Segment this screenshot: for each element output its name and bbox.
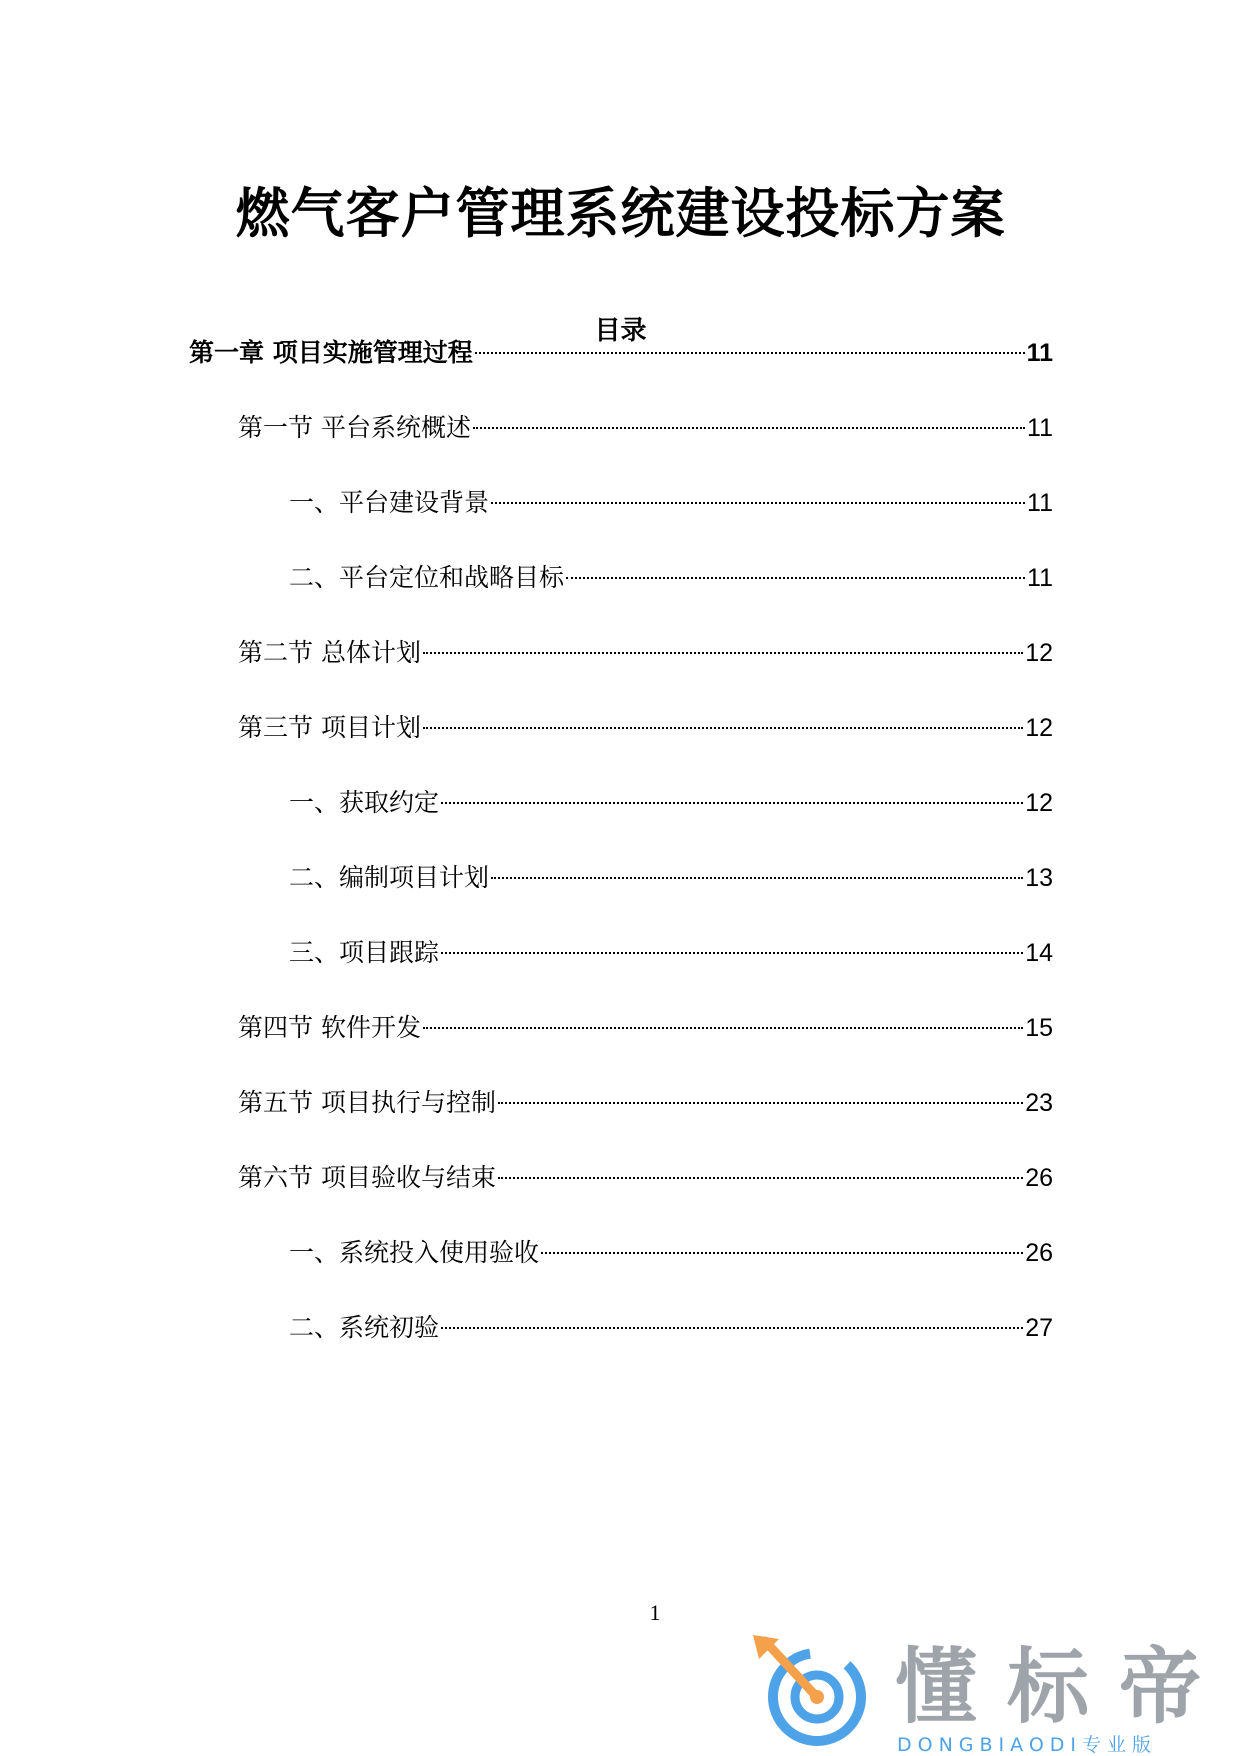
toc-dot-leader — [473, 427, 1025, 429]
toc-entry-page: 11 — [1027, 489, 1053, 517]
toc-dot-leader — [475, 352, 1025, 354]
toc-dot-leader — [423, 727, 1023, 729]
toc-entry[interactable] — [289, 558, 1053, 598]
toc-entry-label: 第三节 项目计划 — [238, 713, 421, 742]
toc-entry-page: 11 — [1026, 339, 1053, 367]
toc-entry-label: 第五节 项目执行与控制 — [238, 1088, 496, 1117]
page-number: 1 — [649, 1600, 661, 1625]
watermark-brand: 懂标帝 — [895, 1640, 1232, 1735]
toc-entry-page: 27 — [1025, 1314, 1053, 1342]
toc-entry[interactable] — [238, 1083, 1053, 1123]
toc-entry-label: 二、平台定位和战略目标 — [289, 563, 565, 592]
toc-dot-leader — [498, 1102, 1023, 1104]
toc-entry-page: 12 — [1025, 714, 1053, 742]
toc-dot-leader — [491, 877, 1023, 879]
toc-entry-label: 第一章 项目实施管理过程 — [189, 338, 473, 367]
toc-entry[interactable] — [238, 1008, 1053, 1048]
toc-entry[interactable] — [189, 333, 1053, 373]
toc-entry[interactable] — [289, 483, 1053, 523]
toc-dot-leader — [498, 1177, 1023, 1179]
toc-dot-leader — [566, 577, 1025, 579]
toc-entry-page: 12 — [1025, 789, 1053, 817]
toc-dot-leader — [541, 1252, 1023, 1254]
toc-entry-label: 二、系统初验 — [289, 1313, 440, 1342]
toc-dot-leader — [423, 1027, 1023, 1029]
toc-entry-label: 第二节 总体计划 — [238, 638, 421, 667]
toc-entry-page: 11 — [1027, 414, 1053, 442]
toc-dot-leader — [491, 502, 1025, 504]
toc-entry-label: 第一节 平台系统概述 — [238, 413, 471, 442]
toc-entry-page: 13 — [1025, 864, 1053, 892]
toc-entry[interactable] — [289, 1233, 1053, 1273]
watermark-subtitle: DONGBIAODI专业版 — [897, 1734, 1158, 1756]
toc-entry-label: 一、获取约定 — [289, 788, 440, 817]
toc-entry-page: 12 — [1025, 639, 1053, 667]
toc-dot-leader — [441, 1327, 1023, 1329]
toc-entry[interactable] — [238, 708, 1053, 748]
toc-entry[interactable] — [238, 408, 1053, 448]
document-title: 燃气客户管理系统建设投标方案 — [235, 182, 1006, 245]
toc-entry-page: 26 — [1025, 1164, 1053, 1192]
toc-entry-page: 15 — [1025, 1014, 1053, 1042]
toc-entry-page: 14 — [1025, 939, 1053, 967]
toc-entry[interactable] — [289, 858, 1053, 898]
toc-entry-label: 二、编制项目计划 — [289, 863, 490, 892]
toc-entry-label: 一、系统投入使用验收 — [289, 1238, 540, 1267]
toc-entry-label: 第四节 软件开发 — [238, 1013, 421, 1042]
toc-entry[interactable] — [289, 783, 1053, 823]
watermark — [745, 1635, 1241, 1754]
toc-dot-leader — [441, 952, 1023, 954]
toc-entry[interactable] — [238, 633, 1053, 673]
toc-entry-label: 一、平台建设背景 — [289, 488, 490, 517]
toc-entry-page: 11 — [1027, 564, 1053, 592]
toc-dot-leader — [423, 652, 1023, 654]
toc-heading: 目录 — [594, 316, 647, 346]
toc-entry-label: 第六节 项目验收与结束 — [238, 1163, 496, 1192]
toc-dot-leader — [441, 802, 1023, 804]
toc-entry[interactable] — [238, 1158, 1053, 1198]
toc-entry-label: 三、项目跟踪 — [289, 938, 440, 967]
toc-entry[interactable] — [289, 933, 1053, 973]
toc-entry[interactable] — [289, 1308, 1053, 1348]
toc-entry-page: 23 — [1025, 1089, 1053, 1117]
target-arrow-logo-icon — [745, 1635, 875, 1754]
toc-entry-page: 26 — [1025, 1239, 1053, 1267]
